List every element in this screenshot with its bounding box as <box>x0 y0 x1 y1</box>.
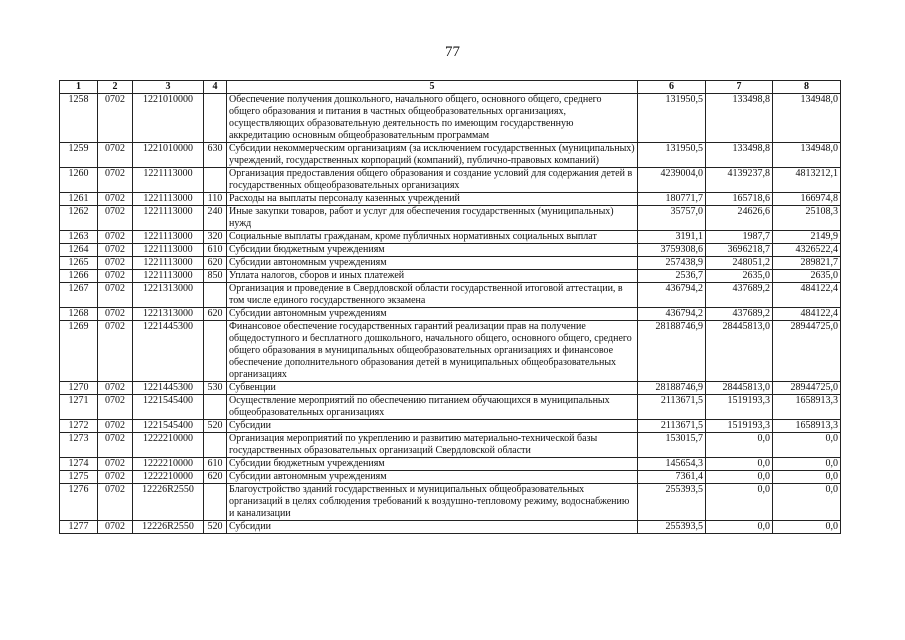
expense-type: 520 <box>204 420 227 433</box>
item-name: Расходы на выплаты персоналу казенных учреждений <box>227 193 638 206</box>
target-code: 1221113000 <box>133 193 204 206</box>
item-name: Субсидии автономным учреждениям <box>227 471 638 484</box>
table-row <box>60 231 841 244</box>
expense-type: 320 <box>204 231 227 244</box>
target-code: 1221313000 <box>133 308 204 321</box>
amount-col8: 28944725,0 <box>773 321 841 382</box>
item-name: Уплата налогов, сборов и иных платежей <box>227 270 638 283</box>
item-name: Организация и проведение в Свердловской области государственной итоговой аттестации, в том числе единого государственного экзамена <box>227 283 638 308</box>
item-name: Субсидии автономным учреждениям <box>227 257 638 270</box>
header-cell: 3 <box>133 81 204 94</box>
amount-col8: 0,0 <box>773 484 841 521</box>
section-code: 0702 <box>98 484 133 521</box>
row-number: 1270 <box>60 382 98 395</box>
amount-col7: 28445813,0 <box>706 382 773 395</box>
expense-type: 630 <box>204 143 227 168</box>
expense-type: 110 <box>204 193 227 206</box>
amount-col8: 134948,0 <box>773 143 841 168</box>
target-code: 1221113000 <box>133 244 204 257</box>
amount-col7: 0,0 <box>706 471 773 484</box>
target-code: 12226R2550 <box>133 484 204 521</box>
item-name: Осуществление мероприятий по обеспечению питанием обучающихся в муниципальных общеобразовательных организациях <box>227 395 638 420</box>
table-row <box>60 521 841 534</box>
row-number: 1274 <box>60 458 98 471</box>
amount-col6: 436794,2 <box>638 308 706 321</box>
amount-col6: 145654,3 <box>638 458 706 471</box>
table-row <box>60 168 841 193</box>
table-row <box>60 270 841 283</box>
amount-col8: 1658913,3 <box>773 395 841 420</box>
amount-col8: 4813212,1 <box>773 168 841 193</box>
amount-col7: 1987,7 <box>706 231 773 244</box>
row-number: 1259 <box>60 143 98 168</box>
amount-col7: 0,0 <box>706 458 773 471</box>
item-name: Субсидии <box>227 521 638 534</box>
item-name: Субсидии автономным учреждениям <box>227 308 638 321</box>
amount-col8: 0,0 <box>773 471 841 484</box>
table-row <box>60 244 841 257</box>
section-code: 0702 <box>98 283 133 308</box>
row-number: 1266 <box>60 270 98 283</box>
target-code: 1222210000 <box>133 458 204 471</box>
amount-col6: 2113671,5 <box>638 395 706 420</box>
amount-col7: 1519193,3 <box>706 395 773 420</box>
amount-col7: 133498,8 <box>706 94 773 143</box>
item-name: Субсидии бюджетным учреждениям <box>227 458 638 471</box>
table-row <box>60 433 841 458</box>
table-row <box>60 471 841 484</box>
page-number: 77 <box>445 44 460 60</box>
table-row <box>60 283 841 308</box>
row-number: 1265 <box>60 257 98 270</box>
row-number: 1260 <box>60 168 98 193</box>
section-code: 0702 <box>98 321 133 382</box>
expense-type <box>204 395 227 420</box>
amount-col6: 3759308,6 <box>638 244 706 257</box>
expense-type: 620 <box>204 471 227 484</box>
table-row <box>60 420 841 433</box>
section-code: 0702 <box>98 143 133 168</box>
amount-col6: 153015,7 <box>638 433 706 458</box>
amount-col8: 484122,4 <box>773 308 841 321</box>
section-code: 0702 <box>98 94 133 143</box>
amount-col8: 28944725,0 <box>773 382 841 395</box>
amount-col7: 248051,2 <box>706 257 773 270</box>
amount-col7: 1519193,3 <box>706 420 773 433</box>
target-code: 1221113000 <box>133 257 204 270</box>
table-row <box>60 321 841 382</box>
expense-type: 530 <box>204 382 227 395</box>
table-row <box>60 143 841 168</box>
expense-type <box>204 433 227 458</box>
target-code: 1221113000 <box>133 206 204 231</box>
section-code: 0702 <box>98 270 133 283</box>
budget-table <box>59 80 841 534</box>
table-row <box>60 308 841 321</box>
target-code: 1222210000 <box>133 433 204 458</box>
target-code: 12226R2550 <box>133 521 204 534</box>
section-code: 0702 <box>98 382 133 395</box>
section-code: 0702 <box>98 206 133 231</box>
amount-col6: 131950,5 <box>638 94 706 143</box>
amount-col6: 255393,5 <box>638 484 706 521</box>
table-row <box>60 484 841 521</box>
amount-col8: 0,0 <box>773 521 841 534</box>
amount-col8: 1658913,3 <box>773 420 841 433</box>
header-cell: 1 <box>60 81 98 94</box>
amount-col7: 133498,8 <box>706 143 773 168</box>
section-code: 0702 <box>98 308 133 321</box>
row-number: 1268 <box>60 308 98 321</box>
expense-type: 610 <box>204 458 227 471</box>
table-row <box>60 458 841 471</box>
target-code: 1221545400 <box>133 395 204 420</box>
table-row <box>60 94 841 143</box>
expense-type: 610 <box>204 244 227 257</box>
target-code: 1221113000 <box>133 231 204 244</box>
amount-col8: 166974,8 <box>773 193 841 206</box>
section-code: 0702 <box>98 168 133 193</box>
amount-col6: 7361,4 <box>638 471 706 484</box>
expense-type <box>204 94 227 143</box>
target-code: 1221445300 <box>133 382 204 395</box>
header-cell: 2 <box>98 81 133 94</box>
amount-col6: 257438,9 <box>638 257 706 270</box>
amount-col8: 4326522,4 <box>773 244 841 257</box>
expense-type: 620 <box>204 257 227 270</box>
target-code: 1221113000 <box>133 270 204 283</box>
amount-col6: 255393,5 <box>638 521 706 534</box>
target-code: 1221113000 <box>133 168 204 193</box>
amount-col7: 0,0 <box>706 521 773 534</box>
amount-col7: 437689,2 <box>706 283 773 308</box>
amount-col7: 24626,6 <box>706 206 773 231</box>
header-row <box>60 81 841 94</box>
row-number: 1262 <box>60 206 98 231</box>
section-code: 0702 <box>98 231 133 244</box>
table-row <box>60 382 841 395</box>
section-code: 0702 <box>98 420 133 433</box>
row-number: 1258 <box>60 94 98 143</box>
amount-col7: 3696218,7 <box>706 244 773 257</box>
target-code: 1221010000 <box>133 143 204 168</box>
item-name: Организация мероприятий по укреплению и развитию материально-технической базы государственных образовательных организаций Свердловской области <box>227 433 638 458</box>
amount-col7: 28445813,0 <box>706 321 773 382</box>
expense-type: 850 <box>204 270 227 283</box>
amount-col8: 2635,0 <box>773 270 841 283</box>
item-name: Иные закупки товаров, работ и услуг для обеспечения государственных (муниципальных) нужд <box>227 206 638 231</box>
amount-col6: 3191,1 <box>638 231 706 244</box>
amount-col8: 484122,4 <box>773 283 841 308</box>
table-row <box>60 193 841 206</box>
item-name: Субвенции <box>227 382 638 395</box>
amount-col6: 436794,2 <box>638 283 706 308</box>
row-number: 1264 <box>60 244 98 257</box>
item-name: Обеспечение получения дошкольного, начального общего, основного общего, среднего общего образования и питания в частных общеобразовательных организациях, осуществляющих образовательную деятельность по имеющим государственную аккредитацию основным общеобразовательным программам <box>227 94 638 143</box>
header-cell: 4 <box>204 81 227 94</box>
section-code: 0702 <box>98 244 133 257</box>
target-code: 1221545400 <box>133 420 204 433</box>
expense-type <box>204 168 227 193</box>
target-code: 1222210000 <box>133 471 204 484</box>
amount-col8: 0,0 <box>773 433 841 458</box>
item-name: Финансовое обеспечение государственных гарантий реализации прав на получение общедоступного и бесплатного дошкольного, начального общего, основного общего, среднего общего образования в муниципальных общеобразовательных организациях и финансовое обеспечение дополнительного образования детей в муниципальных общеобразовательных организациях <box>227 321 638 382</box>
amount-col6: 2536,7 <box>638 270 706 283</box>
header-cell: 8 <box>773 81 841 94</box>
row-number: 1277 <box>60 521 98 534</box>
amount-col6: 4239004,0 <box>638 168 706 193</box>
expense-type: 240 <box>204 206 227 231</box>
target-code: 1221010000 <box>133 94 204 143</box>
table-row <box>60 206 841 231</box>
amount-col6: 28188746,9 <box>638 321 706 382</box>
section-code: 0702 <box>98 257 133 270</box>
section-code: 0702 <box>98 521 133 534</box>
header-cell: 7 <box>706 81 773 94</box>
table-row <box>60 395 841 420</box>
amount-col7: 4139237,8 <box>706 168 773 193</box>
row-number: 1276 <box>60 484 98 521</box>
amount-col6: 35757,0 <box>638 206 706 231</box>
expense-type <box>204 283 227 308</box>
header-cell: 6 <box>638 81 706 94</box>
amount-col8: 0,0 <box>773 458 841 471</box>
amount-col7: 2635,0 <box>706 270 773 283</box>
expense-type: 520 <box>204 521 227 534</box>
row-number: 1269 <box>60 321 98 382</box>
amount-col7: 0,0 <box>706 433 773 458</box>
amount-col6: 131950,5 <box>638 143 706 168</box>
amount-col6: 180771,7 <box>638 193 706 206</box>
row-number: 1271 <box>60 395 98 420</box>
amount-col7: 0,0 <box>706 484 773 521</box>
item-name: Благоустройство зданий государственных и муниципальных общеобразовательных организаций в целях соблюдения требований к воздушно-тепловому режиму, водоснабжению и канализации <box>227 484 638 521</box>
item-name: Субсидии бюджетным учреждениям <box>227 244 638 257</box>
amount-col8: 25108,3 <box>773 206 841 231</box>
header-cell: 5 <box>227 81 638 94</box>
amount-col8: 134948,0 <box>773 94 841 143</box>
section-code: 0702 <box>98 471 133 484</box>
row-number: 1275 <box>60 471 98 484</box>
amount-col6: 2113671,5 <box>638 420 706 433</box>
amount-col8: 2149,9 <box>773 231 841 244</box>
expense-type <box>204 321 227 382</box>
amount-col7: 437689,2 <box>706 308 773 321</box>
item-name: Организация предоставления общего образования и создание условий для содержания детей в государственных общеобразовательных организациях <box>227 168 638 193</box>
section-code: 0702 <box>98 395 133 420</box>
section-code: 0702 <box>98 433 133 458</box>
table-row <box>60 257 841 270</box>
target-code: 1221313000 <box>133 283 204 308</box>
row-number: 1272 <box>60 420 98 433</box>
amount-col6: 28188746,9 <box>638 382 706 395</box>
row-number: 1267 <box>60 283 98 308</box>
item-name: Субсидии <box>227 420 638 433</box>
item-name: Социальные выплаты гражданам, кроме публичных нормативных социальных выплат <box>227 231 638 244</box>
section-code: 0702 <box>98 458 133 471</box>
row-number: 1261 <box>60 193 98 206</box>
row-number: 1273 <box>60 433 98 458</box>
amount-col8: 289821,7 <box>773 257 841 270</box>
amount-col7: 165718,6 <box>706 193 773 206</box>
expense-type: 620 <box>204 308 227 321</box>
item-name: Субсидии некоммерческим организациям (за исключением государственных (муниципальных) учреждений, государственных корпораций (компаний), публично-правовых компаний) <box>227 143 638 168</box>
target-code: 1221445300 <box>133 321 204 382</box>
section-code: 0702 <box>98 193 133 206</box>
expense-type <box>204 484 227 521</box>
row-number: 1263 <box>60 231 98 244</box>
